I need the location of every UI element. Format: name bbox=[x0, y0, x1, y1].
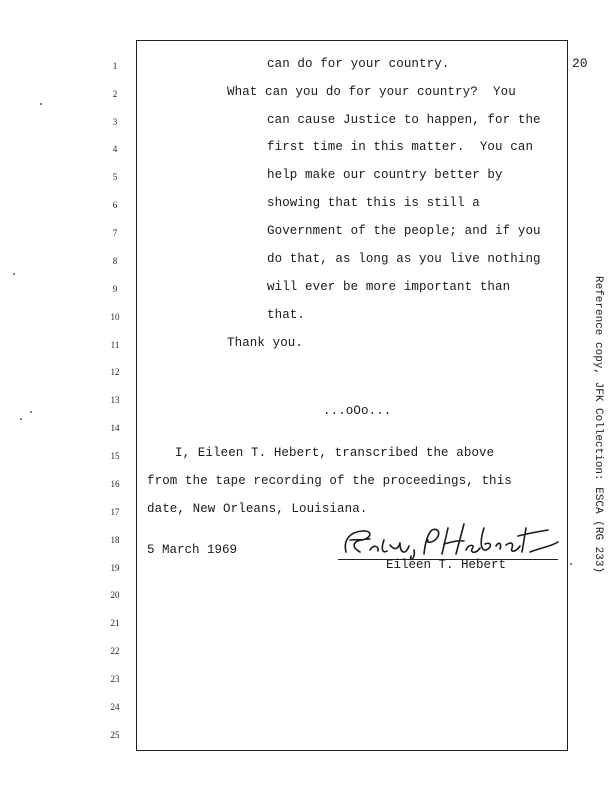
line-number: 8 bbox=[112, 256, 118, 266]
transcript-line: can do for your country. bbox=[267, 57, 450, 71]
line-number: 21 bbox=[110, 618, 120, 628]
archival-reference-stamp: Reference copy, JFK Collection: ESCA (RG 233) bbox=[592, 276, 604, 574]
frame-top-border bbox=[136, 40, 568, 41]
line-number: 25 bbox=[110, 730, 120, 740]
line-number: 12 bbox=[110, 367, 120, 377]
transcript-line: that. bbox=[267, 308, 306, 322]
transcript-line: first time in this matter. You can bbox=[267, 140, 534, 154]
scan-speck bbox=[13, 273, 15, 275]
line-number: 13 bbox=[110, 395, 120, 405]
certification-line: I, Eileen T. Hebert, transcribed the above bbox=[175, 446, 495, 460]
line-number: 18 bbox=[110, 535, 120, 545]
line-number: 6 bbox=[112, 200, 118, 210]
transcript-line: can cause Justice to happen, for the bbox=[267, 113, 541, 127]
transcript-line: What can you do for your country? You bbox=[227, 85, 516, 99]
line-number: 7 bbox=[112, 228, 118, 238]
line-number: 1 bbox=[112, 61, 118, 71]
transcript-line: will ever be more important than bbox=[267, 280, 511, 294]
scan-speck bbox=[20, 418, 22, 420]
section-divider: ...oOo... bbox=[323, 404, 392, 418]
line-number: 4 bbox=[112, 144, 118, 154]
line-number: 24 bbox=[110, 702, 120, 712]
frame-left-border bbox=[136, 40, 137, 751]
line-number: 2 bbox=[112, 89, 118, 99]
line-number: 23 bbox=[110, 674, 120, 684]
line-number: 20 bbox=[110, 590, 120, 600]
page-number: 20 bbox=[572, 56, 588, 71]
scan-speck bbox=[30, 411, 32, 413]
transcript-line: help make our country better by bbox=[267, 168, 503, 182]
line-number: 22 bbox=[110, 646, 120, 656]
transcript-line: Government of the people; and if you bbox=[267, 224, 541, 238]
certification-line: date, New Orleans, Louisiana. bbox=[147, 502, 368, 516]
signature-date: 5 March 1969 bbox=[147, 543, 238, 557]
transcript-line: Thank you. bbox=[227, 336, 304, 350]
transcript-line: do that, as long as you live nothing bbox=[267, 252, 541, 266]
scan-speck bbox=[40, 103, 42, 105]
scan-speck bbox=[570, 563, 572, 565]
line-number: 11 bbox=[110, 340, 120, 350]
line-number: 10 bbox=[110, 312, 120, 322]
line-number: 17 bbox=[110, 507, 120, 517]
line-number: 14 bbox=[110, 423, 120, 433]
frame-bottom-border bbox=[136, 750, 568, 751]
frame-right-border bbox=[567, 40, 568, 751]
line-number: 3 bbox=[112, 117, 118, 127]
line-number: 15 bbox=[110, 451, 120, 461]
line-number: 9 bbox=[112, 284, 118, 294]
line-number: 16 bbox=[110, 479, 120, 489]
line-number: 19 bbox=[110, 563, 120, 573]
transcript-line: showing that this is still a bbox=[267, 196, 480, 210]
certification-line: from the tape recording of the proceedings, this bbox=[147, 474, 512, 488]
signer-name: Eileen T. Hebert bbox=[386, 558, 507, 572]
line-number: 5 bbox=[112, 172, 118, 182]
